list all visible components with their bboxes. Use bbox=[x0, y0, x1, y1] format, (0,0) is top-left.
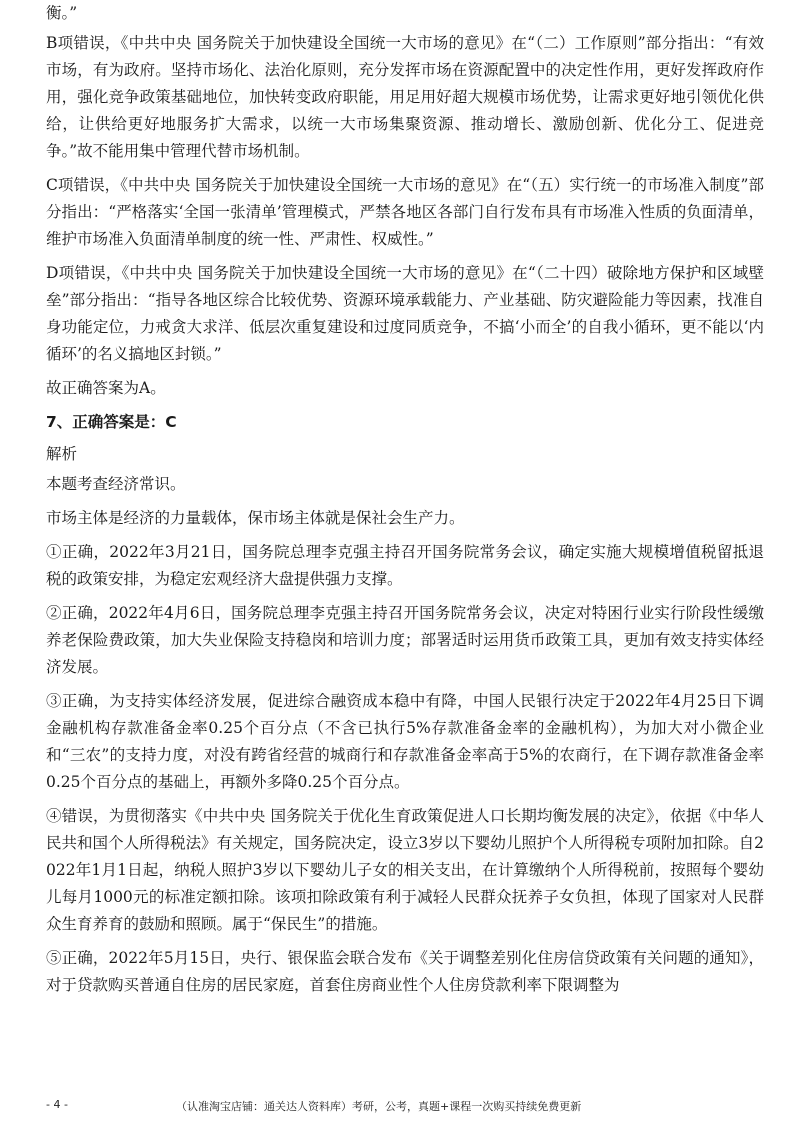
paragraph: ③正确，为支持实体经济发展，促进综合融资成本稳中有降，中国人民银行决定于2022年4月25日下调金融机构存款准备金率0.25个百分点（不含已执行5%存款准备金率的金融机构），为加大对小微企业和“三农”的支持力度，对没有跨省经营的城商行和存款准备金率高于5%的农商行，在下调存款准备金率0.25个百分点的基础上，再额外多降0.25个百分点。 bbox=[46, 692, 764, 791]
paragraph: 故正确答案为A。 bbox=[46, 379, 166, 397]
paragraph: ②正确，2022年4月6日，国务院总理李克强主持召开国务院常务会议，决定对特困行业实行阶段性缓缴养老保险费政策，加大失业保险支持稳岗和培训力度；部署适时运用货币政策工具，更加有效支持实体经济发展。 bbox=[46, 604, 764, 676]
paragraph: B项错误，《中共中央 国务院关于加快建设全国统一大市场的意见》在“（二）工作原则”部分指出：“有效市场，有为政府。坚持市场化、法治化原则，充分发挥市场在资源配置中的决定性作用，更好发挥政府作用，强化竞争政策基础地位，加快转变政府职能，用足用好超大规模市场优势，让需求更好地引领优化供给，让供给更好地服务扩大需求，以统一大市场集聚资源、推动增长、激励创新、优化分工、促进竞争。”故不能用集中管理代替市场机制。 bbox=[46, 34, 764, 160]
paragraph: 解析 bbox=[46, 445, 78, 463]
paragraph: ①正确，2022年3月21日，国务院总理李克强主持召开国务院常务会议，确定实施大规模增值税留抵退税的政策安排，为稳定宏观经济大盘提供强力支撑。 bbox=[46, 543, 764, 588]
paragraph: 衡。” bbox=[46, 4, 78, 22]
paragraph: ⑤正确，2022年5月15日，央行、银保监会联合发布《关于调整差别化住房信贷政策有关问题的通知》，对于贷款购买普通自住房的居民家庭，首套住房商业性个人住房贷款利率下限调整为 bbox=[46, 949, 764, 994]
paragraph: 市场主体是经济的力量载体，保市场主体就是保社会生产力。 bbox=[46, 509, 465, 527]
page-number: - 4 - bbox=[46, 1098, 68, 1111]
paragraph: 本题考查经济常识。 bbox=[46, 475, 186, 493]
document-body bbox=[46, 0, 764, 1006]
paragraph: C项错误，《中共中央 国务院关于加快建设全国统一大市场的意见》在“（五）实行统一的市场准入制度”部分指出：“严格落实‘全国一张清单’管理模式，严禁各地区各部门自行发布具有市场准入性质的负面清单，维护市场准入负面清单制度的统一性、严肃性、权威性。” bbox=[46, 176, 764, 248]
footer-note: （认准淘宝店铺：通关达人资料库）考研，公考，真题+课程一次购买持续免费更新 bbox=[176, 1100, 582, 1113]
paragraph: ④错误，为贯彻落实《中共中央 国务院关于优化生育政策促进人口长期均衡发展的决定》，依据《中华人民共和国个人所得税法》有关规定，国务院决定，设立3岁以下婴幼儿照护个人所得税专项附加扣除。自2022年1月1日起，纳税人照护3岁以下婴幼儿子女的相关支出，在计算缴纳个人所得税前，按照每个婴幼儿每月1000元的标准定额扣除。该项扣除政策有利于减轻人民群众抚养子女负担，体现了国家对人民群众生育养育的鼓励和照顾。属于“保民生”的措施。 bbox=[46, 807, 764, 933]
answer-heading: 7、正确答案是：C bbox=[46, 413, 177, 431]
paragraph: D项错误，《中共中央 国务院关于加快建设全国统一大市场的意见》在“（二十四）破除地方保护和区域壁垒”部分指出：“指导各地区综合比较优势、资源环境承载能力、产业基础、防灾避险能力等因素，找准自身功能定位，力戒贪大求洋、低层次重复建设和过度同质竞争，不搞‘小而全’的自我小循环，更不能以‘内循环’的名义搞地区封锁。” bbox=[46, 264, 764, 363]
